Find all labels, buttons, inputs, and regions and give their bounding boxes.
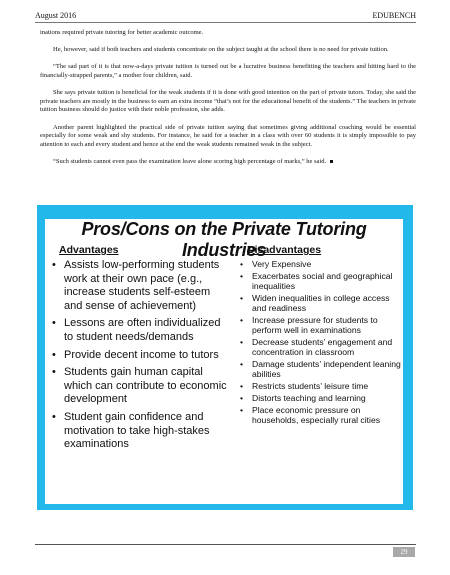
disadvantages-heading: Disadvantages [247, 244, 322, 256]
article-paragraph: Another parent highlighted the practical side of private tuition saying that sometimes giving additional coaching would be essential especially for some weak and shy students. For instance, he said for a teacher in a class with over 60 students it is simply impossible to pay attention to each and every student and hence at the end the weak students remained weak in the subject. [40, 123, 416, 148]
advantage-item: • Assists low-performing students work at their own pace (e.g., increase students self-esteem and sense of achievement) [49, 259, 227, 313]
disadvantages-list [237, 259, 403, 425]
article-paragraph: inations required private tutoring for better academic outcome. [40, 29, 204, 36]
running-header [35, 11, 416, 23]
advantages-column [49, 244, 227, 456]
advantages-heading: Advantages [59, 244, 119, 256]
disadvantage-item: • Restricts students’ leisure time [237, 381, 403, 391]
disadvantage-item: • Damage students’ independent leaning abilities [237, 359, 403, 379]
article-paragraph-last [40, 158, 416, 167]
end-of-article-mark [330, 160, 333, 163]
header-publication: EDUBENCH [372, 11, 416, 20]
footer-rule [35, 544, 416, 545]
page-number: 29 [393, 547, 415, 557]
pros-cons-card [45, 219, 403, 504]
article-paragraph: He, however, said if both teachers and students concentrate on the subject taught at the school there is no need for private tuition. [53, 46, 389, 54]
disadvantage-item: • Distorts teaching and learning [237, 393, 403, 403]
article-body [40, 29, 416, 175]
disadvantage-item: • Place economic pressure on households, especially rural cities [237, 405, 403, 425]
article-paragraph-text: “Such students cannot even pass the examination leave alone scoring high percentage of marks,” he said. [53, 157, 327, 165]
disadvantages-column [237, 244, 403, 427]
disadvantage-item: • Widen inequalities in college access and readiness [237, 293, 403, 313]
pros-cons-figure [37, 205, 413, 510]
advantage-item: • Students gain human capital which can contribute to economic development [49, 366, 227, 407]
article-paragraph: “The sad part of it is that now-a-days private tuition is turned out be a lucrative business benefitting the teachers and hitting hard to the financially-strapped parents,” a mother four children, said. [40, 63, 416, 79]
article-paragraph: She says private tuition is beneficial for the weak students if it is done with good intention on the part of private tutors. Today, she said the private teachers are mostly in the business to earn an extra income “that’s not for the educational benefit of the students.” The teachers in private tuition business should do justice with their noble profession, she adds. [40, 89, 416, 114]
disadvantage-item: • Decrease students’ engagement and concentration in classroom [237, 337, 403, 357]
disadvantage-item: • Exacerbates social and geographical inequalities [237, 271, 403, 291]
figure-title: Pros/Cons on the Private Tutoring Industries [81, 219, 367, 260]
disadvantage-item: • Very Expensive [237, 259, 403, 269]
disadvantage-item: • Increase pressure for students to perform well in examinations [237, 315, 403, 335]
header-date: August 2016 [35, 11, 77, 20]
advantages-list [49, 259, 227, 452]
advantage-item: • Lessons are often individualized to student needs/demands [49, 317, 227, 344]
advantage-item: • Provide decent income to tutors [49, 349, 227, 363]
advantage-item: • Student gain confidence and motivation to take high-stakes examinations [49, 411, 227, 452]
